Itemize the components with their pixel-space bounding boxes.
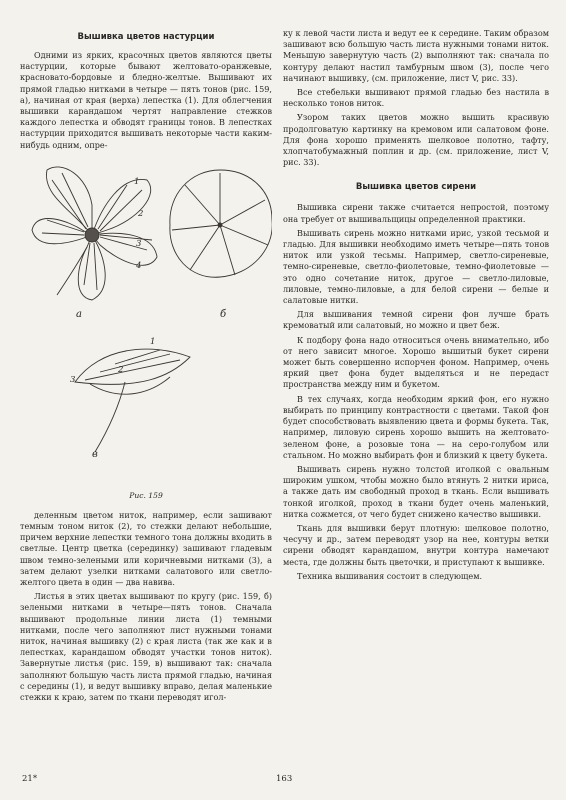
folded-leaf-drawing: [75, 349, 190, 452]
nasturtium-illustration: [20, 157, 272, 475]
paragraph: Вышивка сирени также считается непростой, поэтому она требует от вышивальщицы определенной практики.: [283, 202, 549, 224]
right-column: [283, 28, 549, 585]
figure-159: [20, 157, 272, 487]
paragraph: деленным цветом ниток, например, если зашивают темным тоном ниток (2), то стежки делают небольшие, причем верхние лепестки темного тона должны входить в светлые. Центр цветка (серединку) зашивают гладевым швом темно-зелеными или коричневыми нитками (3), а затем делают узелки нитками салатового или светло-желтого цвета в один — два навива.: [20, 509, 272, 588]
figure-label: 3: [70, 374, 76, 385]
figure-label: в: [92, 448, 98, 460]
paragraph: Вышивать сирень можно нитками ирис, узкой тесьмой и гладью. Для вышивки необходимо иметь четыре—пять тонов ниток или узкой тесьмы. Например, светло-сиреневые, темно-сиреневые, светло-фиолетовые, темно-фиолетовые — это одно сочетание ниток, другое — светло-лиловые, лиловые, темно-лиловые, а для белой сирени — белые и салатовые нитки.: [283, 227, 549, 306]
signature-mark: 21*: [22, 774, 38, 784]
paragraph: Все стебельки вышивают прямой гладью без настила в несколько тонов ниток.: [283, 87, 549, 109]
section-heading-lilac: Вышивка цветов сирени: [355, 182, 477, 193]
paragraph: Техника вышивания состоит в следующем.: [297, 570, 483, 581]
left-column: [20, 28, 272, 706]
paragraph: Ткань для вышивки берут плотную: шелковое полотно, чесучу и др., затем переводят узор на нее, контуры ветки сирени обводят карандашом, внутри контура намечают места, где должны быть цветочки, и приступают к вышивке.: [283, 522, 549, 567]
figure-label: б: [220, 308, 227, 320]
figure-label: 4: [136, 260, 142, 271]
paragraph: ку к левой части листа и ведут ее к середине. Таким образом зашивают всю большую часть листа нужными тонами ниток. Меньшую завернутую часть (2) выполняют так: сначала по контуру делают настил тамбурным швом (3), после чего начинают вышивку, (см. приложение, лист V, рис. 33).: [283, 28, 549, 83]
leaf-drawing: [170, 170, 272, 277]
figure-label: 3: [136, 238, 142, 249]
paragraph: Для вышивания темной сирени фон лучше брать кремоватый или салатовый, но можно и цвет беж.: [283, 309, 549, 331]
figure-label: а: [76, 308, 82, 320]
figure-label: 2: [138, 208, 144, 219]
paragraph: Листья в этих цветах вышивают по кругу (рис. 159, б) зелеными нитками в четыре—пять тонов. Сначала вышивают продольные линии листа (1) темными нитками, после чего заполняют лист нужными тонами ниток, начиная вышивку (2) с края листа (так же как и в лепестках, карандашом обводят участки тонов ниток). Завернутые листья (рис. 159, в) вышивают так: сначала заполняют большую часть листа прямой гладью, начиная с середины (1), и ведут вышивку вправо, делая маленькие стежки к краю, затем по ткани переводят игол-: [20, 591, 272, 703]
figure-label: 2: [118, 364, 124, 375]
paragraph: Вышивать сирень нужно толстой иголкой с овальным широким ушком, чтобы можно было втянуть 2 нитки ириса, а также дать им свободный проход в ткань. Если вышивать тонкой иголкой, проход в ткани будет очень маленький, нитка сожмется, от чего будет снижено качество вышивки.: [283, 463, 549, 519]
paragraph: К подбору фона надо относиться очень внимательно, ибо от него зависит многое. Хорошо вышитый букет сирени может быть совершенно испорчен фоном. Например, очень яркий цвет фона будет выделяться и не передаст пространства между ним и букетом.: [283, 334, 549, 390]
figure-label: 1: [150, 336, 156, 347]
paragraph: В тех случаях, когда необходим яркий фон, его нужно выбирать по принципу контрастности с цветами. Такой фон будет способствовать выявлению цвета и формы букета. Так, например, лиловую сирень хорошо вышить на желтовато-зеленом фоне, а розовые тона — на серо-голубом или стальном. Но можно выбирать фон и близкий к цвету букета.: [283, 393, 549, 460]
paragraph: Узором таких цветов можно вышить красивую продолговатую картинку на кремовом или салатовом фоне. Для фона хорошо применять шелковое полотно, тафту, хлопчатобумажный поплин и др. (см. приложение, лист V, рис. 33).: [283, 112, 549, 168]
page-number: 163: [276, 774, 293, 784]
figure-label: 1: [134, 176, 140, 187]
section-heading-nasturtium: Вышивка цветов настурции: [77, 32, 215, 42]
paragraph: Одними из ярких, красочных цветов являются цветы настурции, которые бывают желтовато-оранжевые, красновато-бордовые и бледно-желтые. Вышивают их прямой гладью нитками в четыре — пять тонов (рис. 159, а), начиная от края (верха) лепестка (1). Для облегчения вышивки карандашом чертят направление стежков каждого лепестка и обводят границы тонов. В лепестках настурции приходится вышивать некоторые части каким-нибудь одним, опре-: [20, 50, 272, 150]
figure-caption: Рис. 159: [129, 490, 163, 500]
